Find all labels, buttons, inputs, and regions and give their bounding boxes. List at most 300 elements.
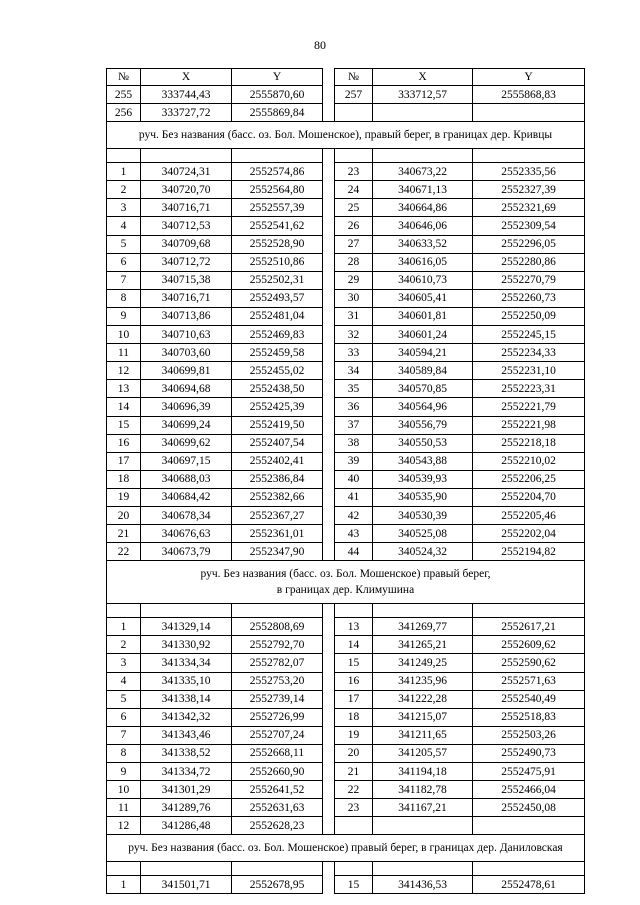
cell-num-right: 27 [335,235,373,253]
table-row [107,416,585,434]
cell-y-left: 2552541,62 [232,217,323,235]
cell-x-right: 341436,53 [373,876,473,894]
cell-num-right: 28 [335,253,373,271]
table-row [107,726,585,744]
cell-y-left: 2552493,57 [232,289,323,307]
cell-x-right: 341215,07 [373,708,473,726]
column-gap [323,470,335,488]
spacer-cell [473,604,585,618]
cell-x-right: 340633,52 [373,235,473,253]
cell-num-right: 39 [335,452,373,470]
cell-x-right: 340589,84 [373,362,473,380]
column-gap [323,618,335,636]
cell-num-left: 16 [107,434,141,452]
cell-x-right: 341194,18 [373,763,473,781]
cell-y-right: 2552260,73 [473,289,585,307]
cell-y-right: 2552202,04 [473,525,585,543]
cell-num-right: 36 [335,398,373,416]
spacer-cell [335,862,373,876]
cell-y-right: 2552327,39 [473,181,585,199]
table-row [107,271,585,289]
cell-x-left: 340697,15 [141,452,232,470]
table-row [107,307,585,325]
cell-y-right: 2552321,69 [473,199,585,217]
spacer-cell [335,149,373,163]
column-gap [323,398,335,416]
table-header-row [107,69,585,86]
cell-num-right: 22 [335,781,373,799]
cell-y-left: 2552753,20 [232,672,323,690]
cell-y-left: 2552386,84 [232,470,323,488]
table-row [107,452,585,470]
cell-y-left: 2552407,54 [232,434,323,452]
cell-num-right: 14 [335,636,373,654]
cell-x-left: 340712,53 [141,217,232,235]
cell-y-left: 2552792,70 [232,636,323,654]
column-gap [323,434,335,452]
table-row [107,163,585,181]
table-row [107,744,585,762]
cell-x-left: 340715,38 [141,271,232,289]
cell-num-right: 15 [335,876,373,894]
cell-num-left: 11 [107,344,141,362]
cell-y-right [473,104,585,122]
cell-y-right: 2552478,61 [473,876,585,894]
table-row [107,543,585,561]
section-title [107,561,585,604]
cell-y-left: 2552367,27 [232,506,323,524]
cell-y-left: 2552808,69 [232,618,323,636]
cell-x-left: 340709,68 [141,235,232,253]
cell-num-left: 3 [107,654,141,672]
cell-num-left: 5 [107,690,141,708]
column-gap [323,307,335,325]
cell-num-right: 34 [335,362,373,380]
cell-y-right: 2552309,54 [473,217,585,235]
table-row [107,799,585,817]
cell-y-right: 2552540,49 [473,690,585,708]
table-row [107,654,585,672]
table-row [107,488,585,506]
cell-num-left: 22 [107,543,141,561]
cell-y-right: 2552234,33 [473,344,585,362]
cell-y-left: 2552419,50 [232,416,323,434]
table-row [107,344,585,362]
cell-num-left: 4 [107,217,141,235]
column-gap [323,708,335,726]
cell-y-right: 2552221,79 [473,398,585,416]
cell-num-right: 13 [335,618,373,636]
cell-num-right: 42 [335,506,373,524]
cell-x-right: 341235,96 [373,672,473,690]
cell-y-left: 2552361,01 [232,525,323,543]
header-x-right: X [373,69,473,86]
cell-x-right: 340601,81 [373,307,473,325]
cell-y-right: 2552280,86 [473,253,585,271]
cell-num-right: 23 [335,799,373,817]
cell-y-left: 2552502,31 [232,271,323,289]
cell-num-left: 1 [107,876,141,894]
section-title-line: руч. Без названия (басс. оз. Бол. Мошенское) правый берег, [200,568,491,581]
cell-y-right: 2552450,08 [473,799,585,817]
spacer-cell [232,149,323,163]
cell-x-left: 340673,79 [141,543,232,561]
column-gap [323,452,335,470]
cell-num-left: 11 [107,799,141,817]
table-row [107,817,585,835]
cell-y-left: 2552782,07 [232,654,323,672]
cell-num-right: 25 [335,199,373,217]
cell-num-left: 14 [107,398,141,416]
cell-num-left: 6 [107,253,141,271]
header-y-left: Y [232,69,323,86]
cell-x-left: 341330,92 [141,636,232,654]
cell-x-left: 341286,48 [141,817,232,835]
spacer-row [107,149,585,163]
cell-x-right: 341269,77 [373,618,473,636]
column-gap [323,289,335,307]
cell-num-right: 19 [335,726,373,744]
spacer-cell [107,862,141,876]
cell-x-left: 341329,14 [141,618,232,636]
cell-num-left: 7 [107,271,141,289]
table-row [107,506,585,524]
spacer-cell [473,862,585,876]
cell-num-left: 13 [107,380,141,398]
cell-y-left: 2552557,39 [232,199,323,217]
cell-x-left: 341334,72 [141,763,232,781]
cell-y-left: 2552382,66 [232,488,323,506]
cell-x-right: 340671,13 [373,181,473,199]
cell-y-right: 2552206,25 [473,470,585,488]
table-row [107,104,585,122]
section-title-row [107,122,585,149]
cell-num-left: 17 [107,452,141,470]
cell-x-left: 340710,63 [141,326,232,344]
cell-x-left: 340694,68 [141,380,232,398]
column-gap [323,543,335,561]
cell-y-left: 2552564,80 [232,181,323,199]
cell-y-right: 2552270,79 [473,271,585,289]
cell-x-left: 340699,81 [141,362,232,380]
table-row [107,181,585,199]
cell-x-right: 341211,65 [373,726,473,744]
header-num-left: № [107,69,141,86]
column-gap [323,217,335,235]
cell-x-right: 341222,28 [373,690,473,708]
table-row [107,253,585,271]
table-row [107,217,585,235]
cell-y-right: 2552204,70 [473,488,585,506]
cell-x-right: 340570,85 [373,380,473,398]
cell-num-left: 2 [107,181,141,199]
cell-x-right: 340594,21 [373,344,473,362]
column-gap [323,672,335,690]
cell-x-left: 340688,03 [141,470,232,488]
spacer-row [107,604,585,618]
cell-num-right: 16 [335,672,373,690]
cell-num-right: 15 [335,654,373,672]
cell-x-left: 340716,71 [141,199,232,217]
cell-num-left: 10 [107,326,141,344]
cell-num-left: 10 [107,781,141,799]
cell-x-right: 340530,39 [373,506,473,524]
cell-y-right: 2552221,98 [473,416,585,434]
cell-num-left: 12 [107,817,141,835]
column-gap [323,876,335,894]
cell-y-right: 2552571,63 [473,672,585,690]
cell-num-right: 17 [335,690,373,708]
cell-num-left: 5 [107,235,141,253]
cell-x-left: 341338,14 [141,690,232,708]
cell-num-left: 255 [107,86,141,104]
cell-num-left: 2 [107,636,141,654]
cell-x-right: 340535,90 [373,488,473,506]
table-row [107,326,585,344]
cell-y-left: 2552574,86 [232,163,323,181]
cell-y-right: 2552518,83 [473,708,585,726]
cell-x-right: 333712,57 [373,86,473,104]
spacer-cell [373,604,473,618]
cell-x-left: 333744,43 [141,86,232,104]
cell-y-left: 2552641,52 [232,781,323,799]
cell-y-right: 2555868,83 [473,86,585,104]
cell-y-left: 2552726,99 [232,708,323,726]
cell-y-left: 2552459,58 [232,344,323,362]
spacer-cell [335,604,373,618]
cell-num-left: 9 [107,307,141,325]
cell-num-right: 31 [335,307,373,325]
section-title [107,835,585,862]
table-row [107,362,585,380]
cell-y-right: 2552210,02 [473,452,585,470]
cell-x-left: 333727,72 [141,104,232,122]
cell-x-left: 340720,70 [141,181,232,199]
column-gap [323,104,335,122]
cell-x-right: 340556,79 [373,416,473,434]
cell-y-right: 2552296,05 [473,235,585,253]
cell-num-left: 8 [107,744,141,762]
column-gap [323,380,335,398]
cell-x-left: 340699,62 [141,434,232,452]
column-gap [323,636,335,654]
cell-x-left: 340678,34 [141,506,232,524]
cell-num-left: 18 [107,470,141,488]
cell-num-left: 256 [107,104,141,122]
cell-y-right: 2552245,15 [473,326,585,344]
cell-x-right: 340564,96 [373,398,473,416]
column-gap [323,271,335,289]
cell-y-right: 2552335,56 [473,163,585,181]
cell-num-right: 44 [335,543,373,561]
cell-x-right [373,104,473,122]
table-row [107,763,585,781]
spacer-cell [232,862,323,876]
table-row [107,235,585,253]
cell-x-left: 341338,52 [141,744,232,762]
table-row [107,470,585,488]
cell-x-left: 341335,10 [141,672,232,690]
cell-x-left: 341289,76 [141,799,232,817]
cell-num-right: 30 [335,289,373,307]
header-x-left: X [141,69,232,86]
cell-num-right: 20 [335,744,373,762]
cell-y-left: 2552528,90 [232,235,323,253]
coordinates-table [106,68,585,894]
column-gap [323,506,335,524]
cell-x-right: 340610,73 [373,271,473,289]
cell-x-right: 340646,06 [373,217,473,235]
table-row [107,690,585,708]
cell-num-left: 19 [107,488,141,506]
column-gap [323,416,335,434]
header-num-right: № [335,69,373,86]
cell-num-left: 15 [107,416,141,434]
cell-num-right: 24 [335,181,373,199]
cell-y-left: 2552455,02 [232,362,323,380]
column-gap [323,525,335,543]
spacer-cell [141,604,232,618]
cell-x-right: 340524,32 [373,543,473,561]
cell-x-left: 340713,86 [141,307,232,325]
cell-num-right: 29 [335,271,373,289]
cell-x-right: 340525,08 [373,525,473,543]
cell-x-left: 341301,29 [141,781,232,799]
column-gap [323,654,335,672]
cell-num-left: 4 [107,672,141,690]
cell-y-right: 2552223,31 [473,380,585,398]
cell-y-left: 2552668,11 [232,744,323,762]
spacer-cell [232,604,323,618]
cell-y-left: 2552347,90 [232,543,323,561]
section-title-line: руч. Без названия (басс. оз. Бол. Мошенское), правый берег, в границах дер. Кривцы [138,129,553,142]
cell-y-right: 2552617,21 [473,618,585,636]
table-row [107,781,585,799]
spacer-cell [373,149,473,163]
cell-x-left: 341501,71 [141,876,232,894]
table-row [107,525,585,543]
cell-num-left: 12 [107,362,141,380]
cell-x-right: 340616,05 [373,253,473,271]
column-gap [323,862,335,876]
cell-y-left: 2552425,39 [232,398,323,416]
table-row [107,876,585,894]
cell-x-left: 341342,32 [141,708,232,726]
cell-y-left: 2552660,90 [232,763,323,781]
cell-y-left: 2552707,24 [232,726,323,744]
cell-y-right: 2552218,18 [473,434,585,452]
column-gap [323,86,335,104]
cell-x-left: 340676,63 [141,525,232,543]
cell-x-right: 340539,93 [373,470,473,488]
table-row [107,672,585,690]
cell-num-right: 41 [335,488,373,506]
table-row [107,380,585,398]
column-gap [323,163,335,181]
cell-num-right: 32 [335,326,373,344]
table-row [107,636,585,654]
cell-num-right: 43 [335,525,373,543]
spacer-cell [373,862,473,876]
table-row [107,618,585,636]
spacer-cell [107,149,141,163]
cell-y-right: 2552475,91 [473,763,585,781]
cell-y-right: 2552194,82 [473,543,585,561]
cell-x-left: 341334,34 [141,654,232,672]
cell-num-right: 23 [335,163,373,181]
cell-num-left: 21 [107,525,141,543]
column-gap [323,344,335,362]
cell-num-right: 37 [335,416,373,434]
cell-y-right: 2552609,62 [473,636,585,654]
cell-num-right: 257 [335,86,373,104]
section-title-row [107,561,585,604]
cell-x-right: 341182,78 [373,781,473,799]
cell-num-left: 8 [107,289,141,307]
cell-y-left: 2555869,84 [232,104,323,122]
cell-num-left: 20 [107,506,141,524]
cell-y-right [473,817,585,835]
cell-num-left: 7 [107,726,141,744]
cell-num-left: 1 [107,163,141,181]
table-row [107,86,585,104]
cell-x-left: 340684,42 [141,488,232,506]
column-gap [323,799,335,817]
table-row [107,434,585,452]
cell-num-right: 26 [335,217,373,235]
cell-x-left: 341343,46 [141,726,232,744]
cell-num-right [335,104,373,122]
cell-num-right: 35 [335,380,373,398]
spacer-cell [473,149,585,163]
table-row [107,398,585,416]
cell-x-right: 340605,41 [373,289,473,307]
column-gap [323,817,335,835]
column-gap [323,726,335,744]
cell-y-right: 2552205,46 [473,506,585,524]
cell-x-right: 340673,22 [373,163,473,181]
cell-num-right: 21 [335,763,373,781]
cell-y-right: 2552466,04 [473,781,585,799]
section-title-row [107,835,585,862]
cell-num-right: 38 [335,434,373,452]
spacer-cell [141,149,232,163]
table-row [107,708,585,726]
cell-y-left: 2552438,50 [232,380,323,398]
section-title [107,122,585,149]
cell-num-left: 1 [107,618,141,636]
cell-num-right [335,817,373,835]
column-gap [323,763,335,781]
cell-x-left: 340699,24 [141,416,232,434]
cell-y-right: 2552490,73 [473,744,585,762]
cell-y-left: 2555870,60 [232,86,323,104]
cell-x-right: 341249,25 [373,654,473,672]
cell-y-left: 2552628,23 [232,817,323,835]
column-gap [323,604,335,618]
cell-x-left: 340724,31 [141,163,232,181]
column-gap [323,181,335,199]
cell-x-right: 341205,57 [373,744,473,762]
column-gap [323,781,335,799]
spacer-row [107,862,585,876]
cell-x-right: 341265,21 [373,636,473,654]
cell-y-right: 2552590,62 [473,654,585,672]
cell-x-left: 340712,72 [141,253,232,271]
cell-y-left: 2552402,41 [232,452,323,470]
cell-num-left: 6 [107,708,141,726]
table-row [107,199,585,217]
